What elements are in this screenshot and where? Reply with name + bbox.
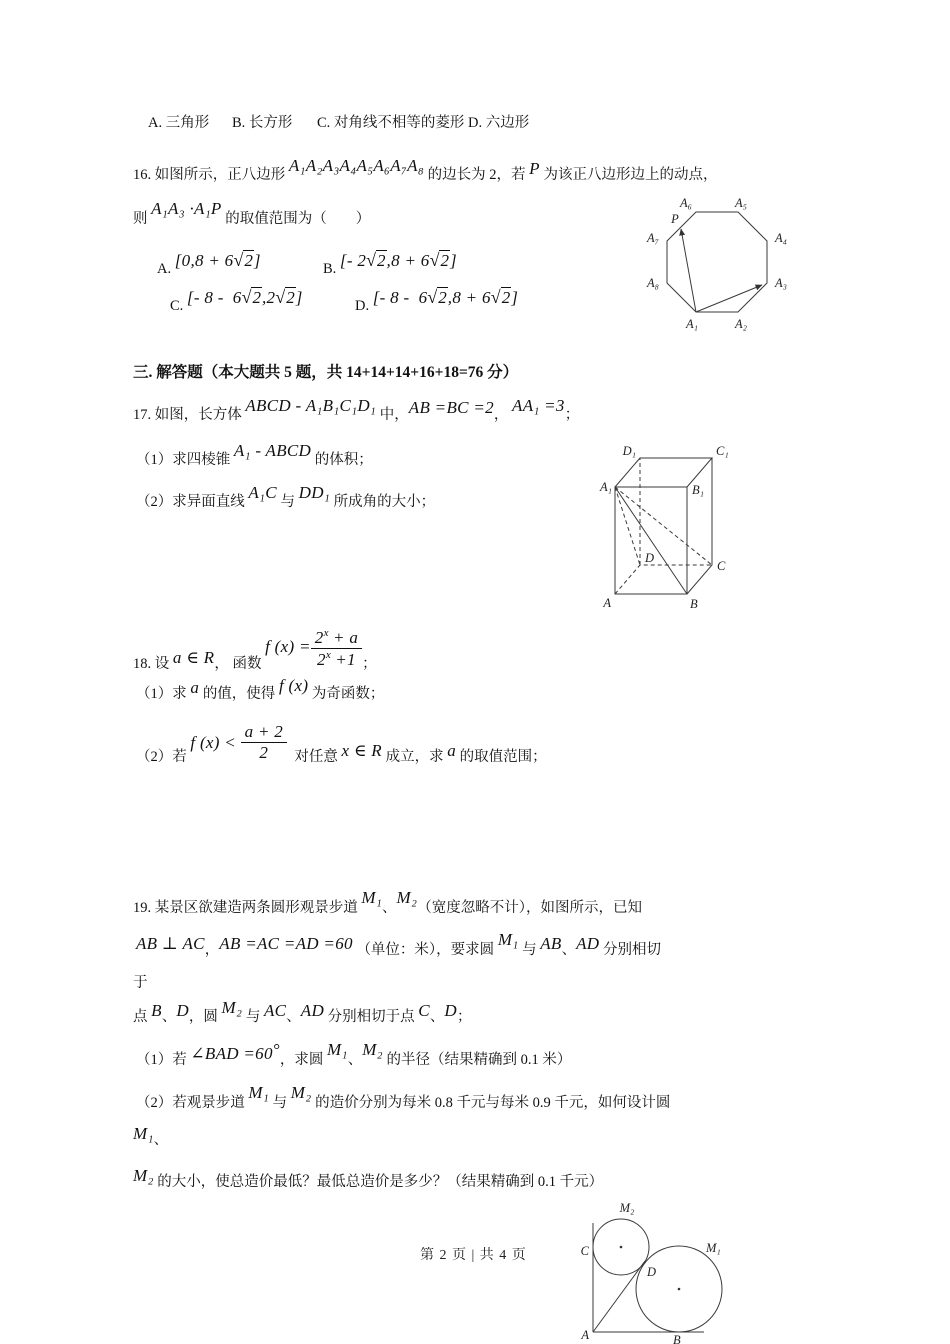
q17-part1: （1）求四棱锥 A₁ - ABCD 的体积； (136, 441, 373, 468)
vertex-label-a: A (603, 596, 611, 610)
q18-line1: 18. 设 a ∈ R， 函数 f (x) = $\frac{2^x + a}{2^x +1}$ ； (133, 627, 377, 673)
octagon-svg (637, 192, 799, 337)
q19-line2: AB ⊥ AC，AB =AC =AD =60 （单位：米），要求圆 M₁ 与 AB、AD 分别相切 (136, 930, 661, 958)
circle-figure-lines (593, 1219, 722, 1332)
q19-line1: 19. 某景区欲建造两条圆形观景步道 M₁、M₂（宽度忽略不计），如图所示，已知 (133, 888, 642, 916)
q15-option-a: A. 三角形 (148, 115, 210, 131)
q15-option-b: B. 长方形 (232, 115, 293, 131)
point-label-p: P (671, 212, 679, 226)
q16-option-c: C. [- 8 - 6√2,2√2] (170, 287, 303, 314)
q18-part2: （2）若 f (x) < $\frac{a + 2}{2}$ 对任意 x ∈ R 成立，求 a 的取值范围； (136, 722, 547, 766)
vertex-label-a6: A₆ (680, 196, 692, 210)
q16-option-d: D. [- 8 - 6√2,8 + 6√2] (355, 287, 519, 314)
q19-part2c: M₂ 的大小，使总造价最低？最低总造价是多少？（结果精确到 0.1 千元） (133, 1166, 604, 1190)
octagon-outline (667, 212, 767, 312)
circle-label-m2: M₂ (619, 1201, 635, 1215)
vertex-label-c1: C₁ (716, 444, 729, 458)
center-dot-m2 (620, 1246, 623, 1249)
vertex-label-b: B (690, 597, 698, 611)
cuboid-dashed-edges (615, 458, 712, 594)
vertex-label-a7: A₇ (647, 231, 659, 245)
vertex-label-a4: A₄ (775, 231, 787, 245)
q16-option-a: A. [0,8 + 6√2] (157, 250, 261, 277)
octagon-figure (637, 192, 799, 342)
circles-figure (563, 1198, 828, 1344)
cuboid-solid-edges (615, 458, 712, 594)
circles-svg (563, 1198, 828, 1344)
center-dot-m1 (678, 1288, 681, 1291)
q18-part1: （1）求 a 的值，使得 f (x) 为奇函数； (136, 676, 385, 702)
point-label-a: A (581, 1328, 589, 1342)
vertex-label-a8: A₈ (647, 276, 659, 290)
q16-line2: 则 A₁A₃ ·A₁P 的取值范围为（ ） (133, 199, 371, 227)
cuboid-svg (593, 443, 738, 613)
vertex-label-a1: A₁ (600, 480, 612, 494)
circle-label-m1: M₁ (706, 1241, 721, 1255)
vertex-label-a2: A₂ (735, 317, 747, 331)
point-label-b: B (673, 1333, 681, 1344)
vertex-label-a3: A₃ (775, 276, 787, 290)
point-label-c: C (580, 1244, 589, 1258)
q15-option-c: C. 对角线不相等的菱形 (317, 115, 465, 131)
vertex-label-a5: A₅ (735, 196, 747, 210)
point-label-d: D (647, 1265, 657, 1279)
vertex-label-d: D (645, 551, 655, 565)
q15-option-d: D. 六边形 (468, 115, 530, 131)
q16-option-b: B. [- 2√2,8 + 6√2] (323, 250, 457, 277)
q19-part2a: （2）若观景步道 M₁ 与 M₂ 的造价分别为每米 0.8 千元与每米 0.9 千元，如何设计圆 (136, 1083, 671, 1111)
page-footer: 第 2 页 | 共 4 页 (420, 1248, 527, 1263)
vertex-label-a1: A₁ (686, 317, 698, 331)
q19-line4: 点 B、D，圆 M₂ 与 AC、AD 分别相切于点 C、D； (133, 998, 472, 1025)
q16-line1: 16. 如图所示，正八边形 A₁A₂A₃A₄A₅A₆A₇A₈ 的边长为 2，若 P 为该正八边形边上的动点， (133, 156, 718, 183)
q19-line3: 于 (133, 975, 148, 991)
cuboid-figure (593, 443, 738, 618)
q19-part2b: M₁、 (133, 1124, 169, 1148)
vertex-label-d1: D₁ (622, 444, 636, 458)
vertex-label-c: C (717, 559, 726, 573)
q19-part1: （1）若 ∠BAD =60°，求圆 M₁、M₂ 的半径（结果精确到 0.1 米） (136, 1040, 572, 1068)
q17-line1: 17. 如图，长方体 ABCD - A₁B₁C₁D₁ 中，AB =BC =2， AA₁ =3； (133, 396, 580, 423)
q17-part2: （2）求异面直线 A₁C 与 DD₁ 所成角的大小； (136, 483, 436, 510)
section-header: 三. 解答题（本大题共 5 题，共 14+14+14+16+18=76 分） (133, 364, 519, 381)
vertex-label-b1: B₁ (692, 483, 704, 497)
